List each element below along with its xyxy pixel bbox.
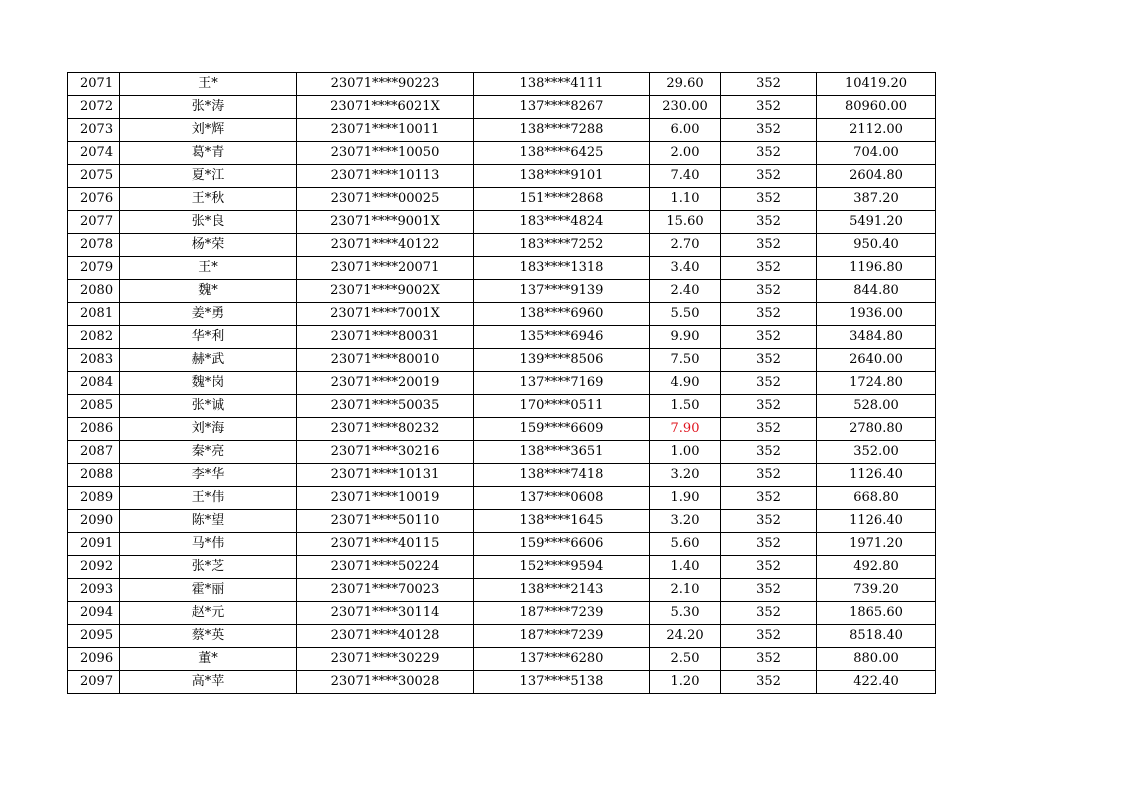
cell-amount: 3484.80: [817, 326, 936, 349]
cell-amount: 422.40: [817, 671, 936, 694]
cell-amount: 880.00: [817, 648, 936, 671]
table-row: [68, 418, 936, 441]
cell-id-number: 23071****20071: [297, 257, 474, 280]
cell-id-number: 23071****10011: [297, 119, 474, 142]
cell-phone: 170****0511: [474, 395, 650, 418]
cell-row-number: 2085: [68, 395, 120, 418]
cell-row-number: 2096: [68, 648, 120, 671]
cell-unit-price: 352: [721, 303, 817, 326]
cell-row-number: 2097: [68, 671, 120, 694]
cell-row-number: 2076: [68, 188, 120, 211]
cell-amount: 80960.00: [817, 96, 936, 119]
cell-id-number: 23071****80232: [297, 418, 474, 441]
cell-unit-price: 352: [721, 326, 817, 349]
table-row: [68, 280, 936, 303]
cell-id-number: 23071****30114: [297, 602, 474, 625]
table-row: [68, 73, 936, 96]
cell-name: 华*利: [120, 326, 297, 349]
cell-unit-price: 352: [721, 372, 817, 395]
cell-unit-price: 352: [721, 579, 817, 602]
cell-name: 赫*武: [120, 349, 297, 372]
cell-amount: 1724.80: [817, 372, 936, 395]
cell-phone: 138****7288: [474, 119, 650, 142]
cell-id-number: 23071****00025: [297, 188, 474, 211]
cell-unit-price: 352: [721, 418, 817, 441]
cell-quantity: 7.90: [650, 418, 721, 441]
cell-name: 张*芝: [120, 556, 297, 579]
table-row: [68, 142, 936, 165]
cell-unit-price: 352: [721, 280, 817, 303]
cell-row-number: 2078: [68, 234, 120, 257]
table-row: [68, 602, 936, 625]
cell-unit-price: 352: [721, 602, 817, 625]
cell-row-number: 2088: [68, 464, 120, 487]
table-row: [68, 257, 936, 280]
cell-quantity: 1.00: [650, 441, 721, 464]
cell-id-number: 23071****80031: [297, 326, 474, 349]
cell-id-number: 23071****9002X: [297, 280, 474, 303]
cell-id-number: 23071****7001X: [297, 303, 474, 326]
table-row: [68, 625, 936, 648]
cell-phone: 137****6280: [474, 648, 650, 671]
cell-unit-price: 352: [721, 441, 817, 464]
cell-quantity: 15.60: [650, 211, 721, 234]
cell-id-number: 23071****80010: [297, 349, 474, 372]
cell-quantity: 29.60: [650, 73, 721, 96]
table-row: [68, 671, 936, 694]
cell-amount: 528.00: [817, 395, 936, 418]
cell-name: 张*涛: [120, 96, 297, 119]
cell-row-number: 2072: [68, 96, 120, 119]
cell-id-number: 23071****10019: [297, 487, 474, 510]
cell-phone: 137****8267: [474, 96, 650, 119]
table-row: [68, 165, 936, 188]
cell-name: 秦*亮: [120, 441, 297, 464]
cell-unit-price: 352: [721, 395, 817, 418]
cell-unit-price: 352: [721, 142, 817, 165]
cell-quantity: 5.60: [650, 533, 721, 556]
cell-id-number: 23071****6021X: [297, 96, 474, 119]
cell-amount: 10419.20: [817, 73, 936, 96]
cell-phone: 138****6960: [474, 303, 650, 326]
cell-amount: 668.80: [817, 487, 936, 510]
cell-quantity: 6.00: [650, 119, 721, 142]
cell-unit-price: 352: [721, 349, 817, 372]
cell-quantity: 2.00: [650, 142, 721, 165]
table-row: [68, 464, 936, 487]
cell-name: 王*伟: [120, 487, 297, 510]
cell-amount: 5491.20: [817, 211, 936, 234]
cell-unit-price: 352: [721, 165, 817, 188]
cell-id-number: 23071****50110: [297, 510, 474, 533]
cell-amount: 8518.40: [817, 625, 936, 648]
cell-unit-price: 352: [721, 188, 817, 211]
cell-row-number: 2080: [68, 280, 120, 303]
cell-unit-price: 352: [721, 625, 817, 648]
cell-name: 王*: [120, 257, 297, 280]
table-row: [68, 119, 936, 142]
cell-name: 高*苹: [120, 671, 297, 694]
cell-unit-price: 352: [721, 556, 817, 579]
data-table: [67, 72, 936, 694]
cell-name: 魏*: [120, 280, 297, 303]
cell-row-number: 2081: [68, 303, 120, 326]
cell-amount: 950.40: [817, 234, 936, 257]
cell-name: 赵*元: [120, 602, 297, 625]
cell-name: 王*秋: [120, 188, 297, 211]
cell-amount: 2604.80: [817, 165, 936, 188]
cell-phone: 183****4824: [474, 211, 650, 234]
cell-row-number: 2075: [68, 165, 120, 188]
table-row: [68, 556, 936, 579]
table-row: [68, 441, 936, 464]
cell-phone: 183****1318: [474, 257, 650, 280]
cell-amount: 492.80: [817, 556, 936, 579]
cell-name: 夏*江: [120, 165, 297, 188]
table-row: [68, 349, 936, 372]
cell-quantity: 3.20: [650, 464, 721, 487]
cell-quantity: 5.30: [650, 602, 721, 625]
cell-phone: 138****3651: [474, 441, 650, 464]
cell-unit-price: 352: [721, 464, 817, 487]
cell-phone: 135****6946: [474, 326, 650, 349]
cell-name: 张*良: [120, 211, 297, 234]
cell-amount: 352.00: [817, 441, 936, 464]
cell-unit-price: 352: [721, 648, 817, 671]
cell-name: 董*: [120, 648, 297, 671]
cell-quantity: 1.50: [650, 395, 721, 418]
cell-name: 张*诚: [120, 395, 297, 418]
cell-quantity: 7.50: [650, 349, 721, 372]
table-row: [68, 303, 936, 326]
cell-quantity: 1.40: [650, 556, 721, 579]
cell-unit-price: 352: [721, 257, 817, 280]
cell-name: 魏*岗: [120, 372, 297, 395]
cell-quantity: 3.40: [650, 257, 721, 280]
cell-amount: 2780.80: [817, 418, 936, 441]
cell-name: 杨*荣: [120, 234, 297, 257]
cell-unit-price: 352: [721, 671, 817, 694]
cell-name: 姜*勇: [120, 303, 297, 326]
cell-phone: 138****4111: [474, 73, 650, 96]
cell-quantity: 1.20: [650, 671, 721, 694]
cell-id-number: 23071****40128: [297, 625, 474, 648]
cell-row-number: 2082: [68, 326, 120, 349]
cell-unit-price: 352: [721, 487, 817, 510]
cell-name: 刘*海: [120, 418, 297, 441]
table-row: [68, 372, 936, 395]
cell-id-number: 23071****20019: [297, 372, 474, 395]
cell-id-number: 23071****30028: [297, 671, 474, 694]
cell-amount: 1126.40: [817, 510, 936, 533]
cell-quantity: 5.50: [650, 303, 721, 326]
cell-row-number: 2077: [68, 211, 120, 234]
cell-amount: 2112.00: [817, 119, 936, 142]
cell-name: 王*: [120, 73, 297, 96]
cell-unit-price: 352: [721, 234, 817, 257]
cell-amount: 1126.40: [817, 464, 936, 487]
cell-row-number: 2074: [68, 142, 120, 165]
cell-unit-price: 352: [721, 73, 817, 96]
cell-quantity: 3.20: [650, 510, 721, 533]
cell-amount: 1971.20: [817, 533, 936, 556]
cell-phone: 137****9139: [474, 280, 650, 303]
cell-id-number: 23071****10131: [297, 464, 474, 487]
cell-quantity: 1.90: [650, 487, 721, 510]
cell-quantity: 24.20: [650, 625, 721, 648]
cell-amount: 2640.00: [817, 349, 936, 372]
cell-amount: 1196.80: [817, 257, 936, 280]
table-row: [68, 188, 936, 211]
cell-quantity: 7.40: [650, 165, 721, 188]
cell-name: 葛*青: [120, 142, 297, 165]
cell-amount: 704.00: [817, 142, 936, 165]
cell-phone: 137****5138: [474, 671, 650, 694]
cell-row-number: 2083: [68, 349, 120, 372]
cell-unit-price: 352: [721, 96, 817, 119]
cell-id-number: 23071****70023: [297, 579, 474, 602]
cell-quantity: 4.90: [650, 372, 721, 395]
table-row: [68, 326, 936, 349]
cell-phone: 187****7239: [474, 602, 650, 625]
table-row: [68, 487, 936, 510]
cell-phone: 138****9101: [474, 165, 650, 188]
cell-quantity: 2.70: [650, 234, 721, 257]
cell-quantity: 2.40: [650, 280, 721, 303]
cell-row-number: 2073: [68, 119, 120, 142]
cell-phone: 159****6609: [474, 418, 650, 441]
cell-amount: 1936.00: [817, 303, 936, 326]
cell-name: 刘*辉: [120, 119, 297, 142]
cell-row-number: 2094: [68, 602, 120, 625]
cell-id-number: 23071****50224: [297, 556, 474, 579]
cell-phone: 138****6425: [474, 142, 650, 165]
table-row: [68, 96, 936, 119]
cell-phone: 151****2868: [474, 188, 650, 211]
cell-id-number: 23071****40115: [297, 533, 474, 556]
cell-id-number: 23071****50035: [297, 395, 474, 418]
table-row: [68, 648, 936, 671]
table-row: [68, 234, 936, 257]
cell-unit-price: 352: [721, 119, 817, 142]
cell-quantity: 9.90: [650, 326, 721, 349]
cell-phone: 138****7418: [474, 464, 650, 487]
cell-id-number: 23071****30216: [297, 441, 474, 464]
cell-unit-price: 352: [721, 533, 817, 556]
cell-row-number: 2086: [68, 418, 120, 441]
cell-row-number: 2071: [68, 73, 120, 96]
cell-name: 李*华: [120, 464, 297, 487]
cell-row-number: 2090: [68, 510, 120, 533]
table-row: [68, 579, 936, 602]
cell-row-number: 2079: [68, 257, 120, 280]
cell-row-number: 2092: [68, 556, 120, 579]
cell-id-number: 23071****90223: [297, 73, 474, 96]
cell-quantity: 2.50: [650, 648, 721, 671]
table-row: [68, 395, 936, 418]
table-row: [68, 533, 936, 556]
cell-row-number: 2091: [68, 533, 120, 556]
cell-row-number: 2089: [68, 487, 120, 510]
cell-quantity: 1.10: [650, 188, 721, 211]
cell-name: 陈*望: [120, 510, 297, 533]
cell-id-number: 23071****10113: [297, 165, 474, 188]
cell-id-number: 23071****30229: [297, 648, 474, 671]
cell-amount: 1865.60: [817, 602, 936, 625]
cell-phone: 137****0608: [474, 487, 650, 510]
table-body: [68, 73, 936, 694]
cell-name: 蔡*英: [120, 625, 297, 648]
cell-phone: 139****8506: [474, 349, 650, 372]
cell-row-number: 2093: [68, 579, 120, 602]
cell-row-number: 2095: [68, 625, 120, 648]
cell-phone: 137****7169: [474, 372, 650, 395]
cell-name: 马*伟: [120, 533, 297, 556]
cell-unit-price: 352: [721, 510, 817, 533]
table-row: [68, 211, 936, 234]
cell-quantity: 230.00: [650, 96, 721, 119]
cell-phone: 138****1645: [474, 510, 650, 533]
cell-amount: 739.20: [817, 579, 936, 602]
cell-row-number: 2084: [68, 372, 120, 395]
cell-quantity: 2.10: [650, 579, 721, 602]
cell-phone: 187****7239: [474, 625, 650, 648]
table-row: [68, 510, 936, 533]
cell-unit-price: 352: [721, 211, 817, 234]
cell-amount: 844.80: [817, 280, 936, 303]
cell-phone: 183****7252: [474, 234, 650, 257]
cell-name: 霍*丽: [120, 579, 297, 602]
cell-id-number: 23071****10050: [297, 142, 474, 165]
cell-phone: 152****9594: [474, 556, 650, 579]
cell-row-number: 2087: [68, 441, 120, 464]
cell-phone: 159****6606: [474, 533, 650, 556]
cell-phone: 138****2143: [474, 579, 650, 602]
cell-id-number: 23071****9001X: [297, 211, 474, 234]
cell-id-number: 23071****40122: [297, 234, 474, 257]
cell-amount: 387.20: [817, 188, 936, 211]
